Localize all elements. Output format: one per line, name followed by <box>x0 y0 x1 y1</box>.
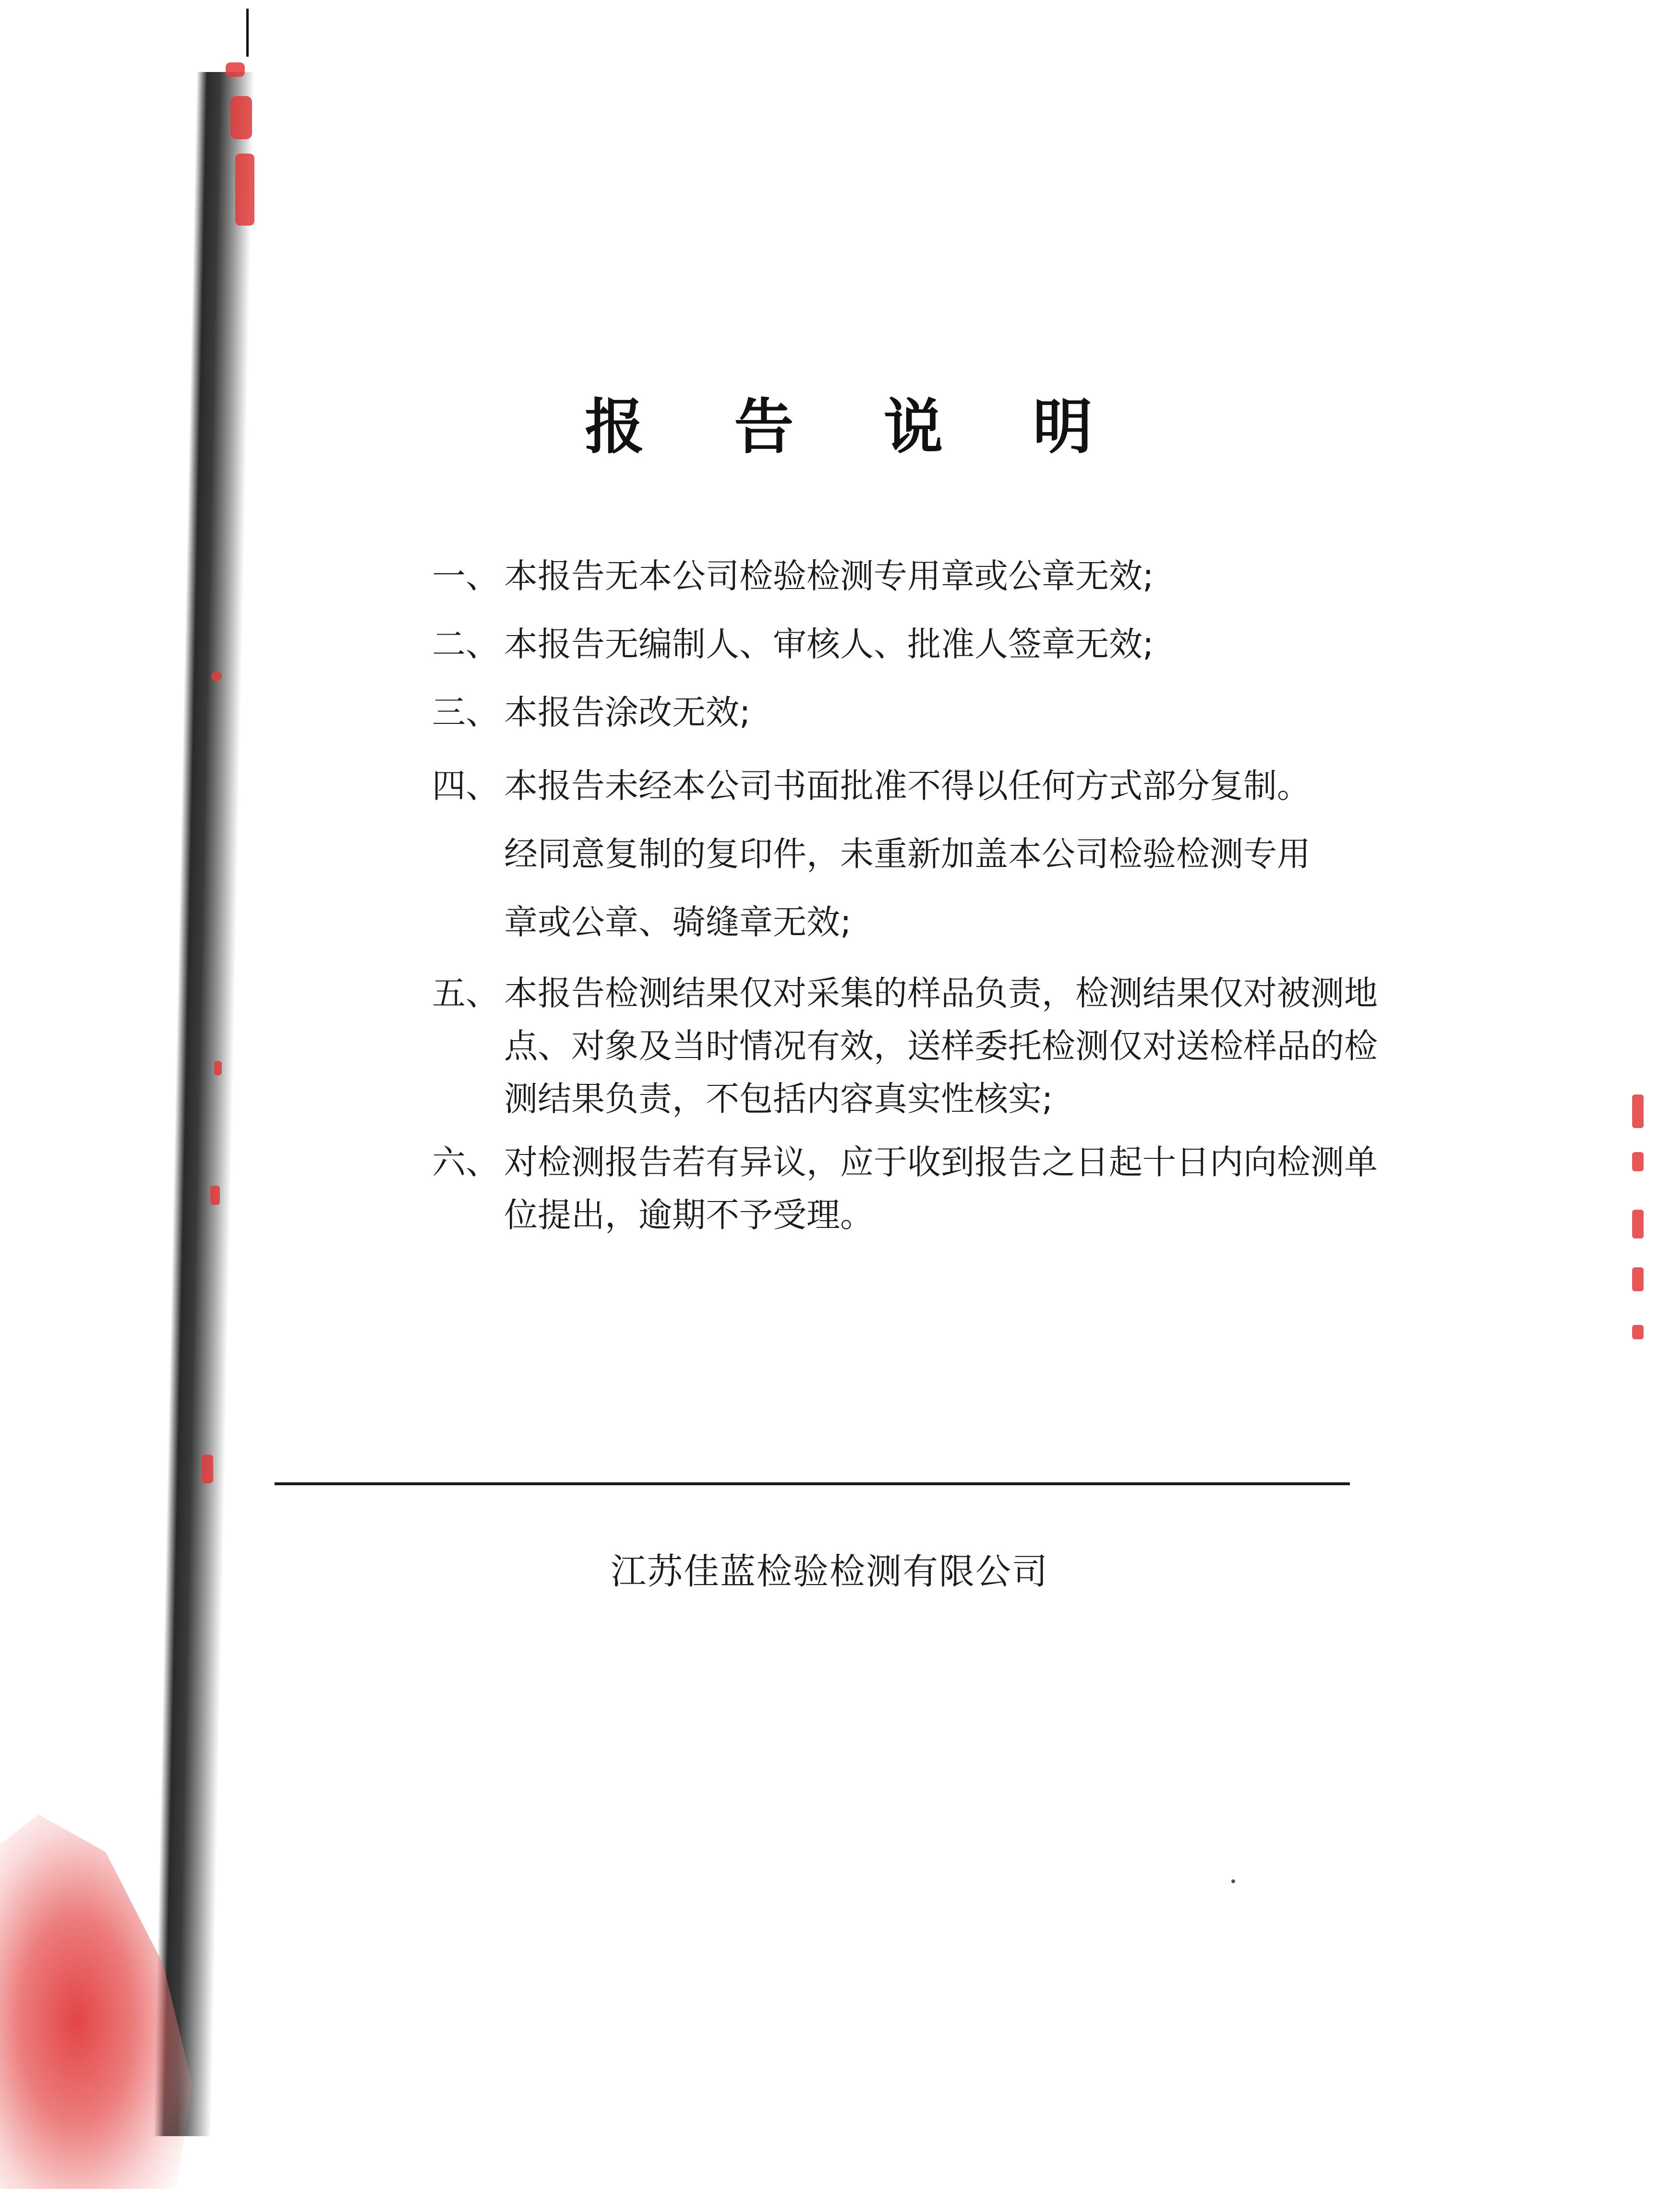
seal-fragment-right <box>1632 1152 1644 1171</box>
clause-number: 一、 <box>432 556 499 596</box>
clause-line: 点、对象及当时情况有效，送样委托检测仅对送检样品的检 <box>504 1026 1378 1066</box>
clause-line: 本报告无编制人、审核人、批准人签章无效; <box>504 625 1154 664</box>
seal-fragment <box>211 672 222 681</box>
seal-fragment-right <box>1632 1210 1644 1238</box>
clause-line: 位提出，逾期不予受理。 <box>504 1195 874 1235</box>
seal-fragment <box>226 62 245 77</box>
seal-fragment-right <box>1632 1094 1644 1128</box>
clause-item <box>432 752 1450 956</box>
clause-line: 本报告涂改无效; <box>504 693 751 732</box>
clause-text <box>504 547 1450 605</box>
clause-number: 五、 <box>432 974 499 1013</box>
page-title <box>0 379 1659 465</box>
clause-text <box>504 967 1450 1125</box>
footer-divider <box>275 1482 1350 1485</box>
seal-fragment-right <box>1632 1325 1644 1339</box>
clause-number: 四、 <box>432 766 499 805</box>
seal-fragment <box>202 1455 213 1483</box>
clause-text <box>504 752 1450 956</box>
clause-line: 测结果负责，不包括内容真实性核实; <box>504 1079 1053 1118</box>
clause-item <box>432 1136 1450 1241</box>
clause-line: 章或公章、骑缝章无效; <box>504 902 852 942</box>
seal-fragment <box>235 154 254 226</box>
page-title-text: 报 告 说 明 <box>585 393 1127 462</box>
clause-item <box>432 967 1450 1125</box>
clause-text <box>504 684 1450 741</box>
seal-fragment <box>230 96 252 139</box>
scan-mark <box>246 9 249 57</box>
clause-item <box>432 684 1450 741</box>
clause-item <box>432 615 1450 673</box>
company-name: 江苏佳蓝检验检测有限公司 <box>611 1551 1048 1592</box>
seal-fragment-right <box>1632 1267 1644 1291</box>
clause-line: 本报告检测结果仅对采集的样品负责，检测结果仅对被测地 <box>504 974 1378 1013</box>
clause-line: 经同意复制的复印件，未重新加盖本公司检验检测专用 <box>504 834 1310 874</box>
clause-text <box>504 615 1450 673</box>
seal-fragment <box>214 1061 222 1075</box>
clause-number: 二、 <box>432 625 499 664</box>
clause-line: 本报告无本公司检验检测专用章或公章无效; <box>504 556 1154 596</box>
clause-list <box>432 547 1450 1252</box>
clause-line: 对检测报告若有异议，应于收到报告之日起十日内向检测单 <box>504 1142 1378 1182</box>
clause-item <box>432 547 1450 605</box>
seal-fragment <box>210 1186 220 1205</box>
scan-speck <box>1231 1879 1235 1883</box>
clause-number: 六、 <box>432 1142 499 1182</box>
clause-line: 本报告未经本公司书面批准不得以任何方式部分复制。 <box>504 766 1310 805</box>
clause-number: 三、 <box>432 693 499 732</box>
clause-text <box>504 1136 1450 1241</box>
